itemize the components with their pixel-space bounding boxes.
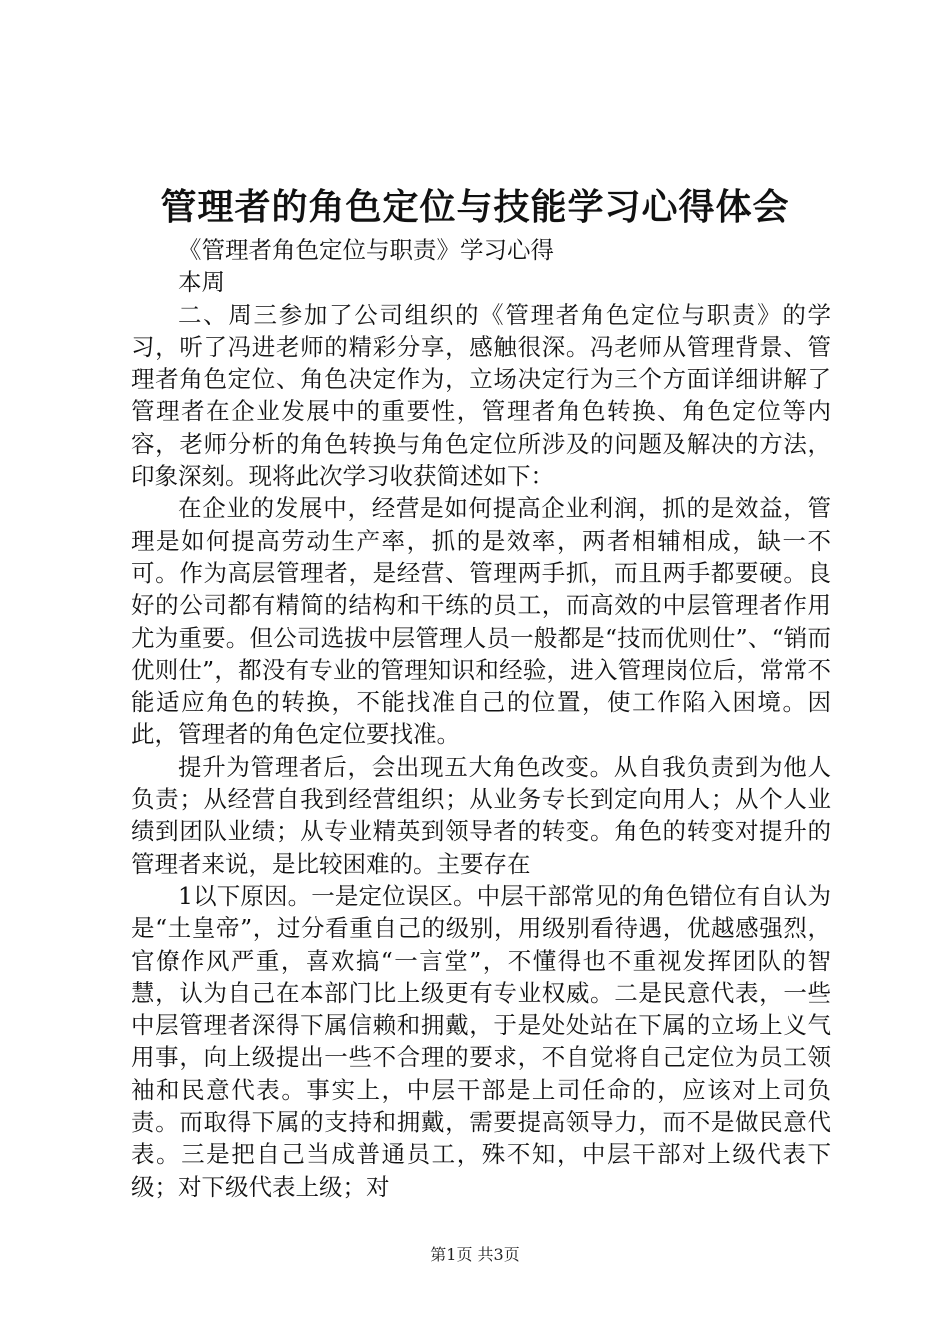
- page-footer: 第1页 共3页: [430, 1245, 520, 1264]
- body-paragraph: 提升为管理者后，会出现五大角色改变。从自我负责到为他人负责；从经营自我到经营组织；从业务专长到定向用人；从个人业绩到团队业绩；从专业精英到领导者的转变。角色的转变对提升的管理者来说，是比较困难的。主要存在: [131, 752, 831, 878]
- body-paragraph: 二、周三参加了公司组织的《管理者角色定位与职责》的学习，听了冯进老师的精彩分享，感触很深。冯老师从管理背景、管理者角色定位、角色决定作为，立场决定行为三个方面详细讲解了管理者在企业发展中的重要性，管理者角色转换、角色定位等内容，老师分析的角色转换与角色定位所涉及的问题及解决的方法，印象深刻。现将此次学习收获简述如下：: [131, 300, 831, 491]
- body-paragraph: 在企业的发展中，经营是如何提高企业利润，抓的是效益，管理是如何提高劳动生产率，抓的是效率，两者相辅相成，缺一不可。作为高层管理者，是经营、管理两手抓，而且两手都要硬。良好的公司都有精简的结构和干练的员工，而高效的中层管理者作用尤为重要。但公司选拔中层管理人员一般都是“技而优则仕”、“销而优则仕”，都没有专业的管理知识和经验，进入管理岗位后，常常不能适应角色的转换，不能找准自己的位置，使工作陷入困境。因此，管理者的角色定位要找准。: [131, 494, 831, 749]
- body-paragraph: 1以下原因。一是定位误区。中层干部常见的角色错位有自认为是“土皇帝”，过分看重自己的级别，用级别看待遇，优越感强烈，官僚作风严重，喜欢搞“一言堂”，不懂得也不重视发挥团队的智慧，认为自己在本部门比上级更有专业权威。二是民意代表，一些中层管理者深得下属信赖和拥戴，于是处处站在下属的立场上义气用事，向上级提出一些不合理的要求，不自觉将自己定位为员工领袖和民意代表。事实上，中层干部是上司任命的，应该对上司负责。而取得下属的支持和拥戴，需要提高领导力，而不是做民意代表。三是把自己当成普通员工，殊不知，中层干部对上级代表下级；对下级代表上级；对: [131, 881, 831, 1201]
- subtitle-paragraph: 《管理者角色定位与职责》学习心得: [178, 236, 554, 264]
- document-body: [131, 234, 831, 1203]
- document-title: 管理者的角色定位与技能学习心得体会: [160, 186, 790, 228]
- body-paragraph: 本周: [178, 268, 225, 297]
